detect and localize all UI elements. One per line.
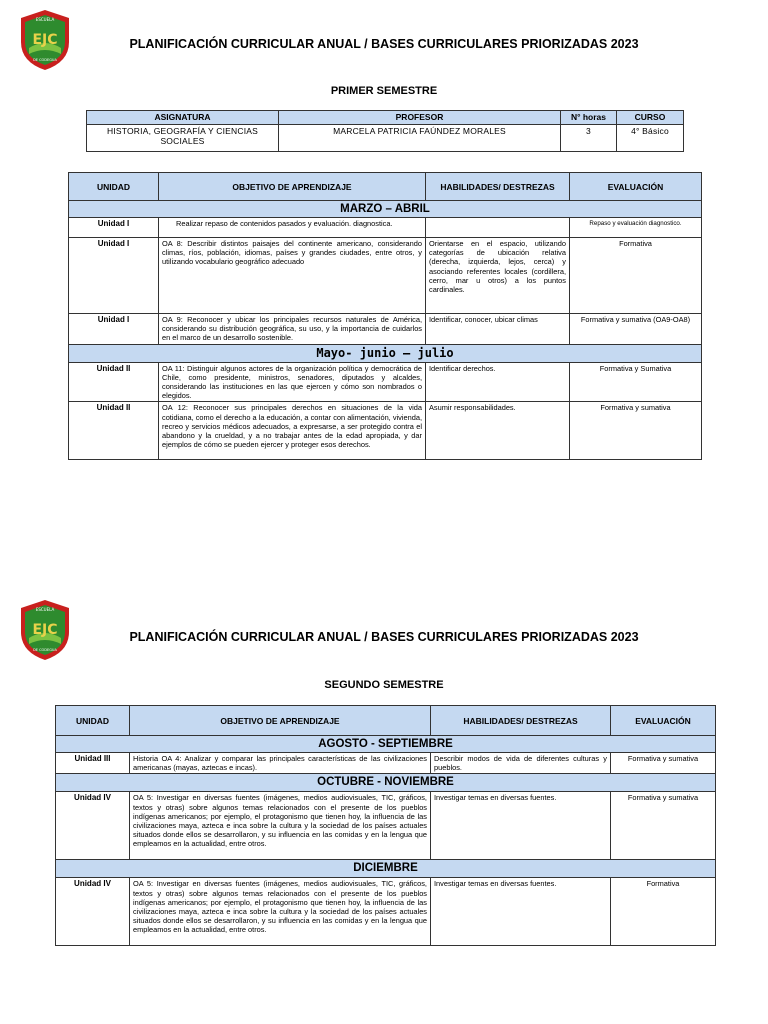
table-row [56, 878, 716, 946]
evaluation-cell: Formativa y sumativa [611, 792, 716, 860]
table-row [69, 238, 702, 314]
objective-cell: OA 5: Investigar en diversas fuentes (imágenes, medios audiovisuales, TIC, gráficos, textos y otras) sobre algunos temas relacionados con el presente de los pueblos indígenas americanos; por ejemplo, el protagonismo que tienen hoy, la influencia de las civilizaciones maya, azteca e inca sobre la cultura y la sociedad de los países actuales situados donde ellos se desarrollaron, y su influencia en las comidas y en la lengua que empleamos en la actualidad, entre otros. [130, 792, 431, 860]
logo-monogram: EJC [32, 32, 58, 48]
unit-cell: Unidad IV [56, 792, 130, 860]
second-semester-plan-table [55, 705, 716, 946]
logo-top-text: ESCUELA [35, 17, 55, 22]
evaluation-cell: Formativa y sumativa [570, 402, 702, 460]
unit-column-header: UNIDAD [56, 706, 130, 736]
skills-cell: Investigar temas en diversas fuentes. [431, 878, 611, 946]
month-header: OCTUBRE - NOVIEMBRE [56, 774, 716, 792]
evaluation-cell: Formativa y sumativa [611, 753, 716, 774]
hours-value: 3 [561, 125, 617, 152]
evaluation-column-header: EVALUACIÓN [570, 173, 702, 201]
skills-cell [426, 218, 570, 238]
table-row [69, 218, 702, 238]
evaluation-cell: Formativa y sumativa (OA9-OA8) [570, 314, 702, 345]
evaluation-cell: Formativa y Sumativa [570, 362, 702, 402]
unit-column-header: UNIDAD [69, 173, 159, 201]
objective-column-header: OBJETIVO DE APRENDIZAJE [130, 706, 431, 736]
semester-heading: SEGUNDO SEMESTRE [324, 679, 444, 691]
month-header: MARZO – ABRIL [69, 201, 702, 218]
table-row [69, 314, 702, 345]
table-row [56, 753, 716, 774]
logo-bottom-text: DE CODEGUA [33, 58, 57, 62]
evaluation-cell: Formativa [611, 878, 716, 946]
teacher-value: MARCELA PATRICIA FAÚNDEZ MORALES [279, 125, 561, 152]
logo-top-text: ESCUELA [35, 607, 55, 612]
objective-cell: OA 5: Investigar en diversas fuentes (imágenes, medios audiovisuales, TIC, gráficos, textos y otras) sobre algunos temas relacionados con el presente de los pueblos indígenas americanos; por ejemplo, el protagonismo que tienen hoy, la influencia de las civilizaciones maya, azteca e inca sobre la cultura y la sociedad de los países actuales situados donde ellos se desarrollaron, y su influencia en las comidas y en la lengua que empleamos en la actualidad, entre otros. [130, 878, 431, 946]
logo-bottom-text: DE CODEGUA [33, 648, 57, 652]
month-header: Mayo- junio – julio [69, 344, 702, 362]
skills-cell: Investigar temas en diversas fuentes. [431, 792, 611, 860]
page-second-semester [0, 512, 768, 1024]
unit-cell: Unidad III [56, 753, 130, 774]
objective-column-header: OBJETIVO DE APRENDIZAJE [159, 173, 426, 201]
skills-cell: Describir modos de vida de diferentes culturas y pueblos. [431, 753, 611, 774]
skills-cell: Orientarse en el espacio, utilizando categorías de ubicación relativa (derecha, izquierda, lejos, cerca) y asociando referentes locales (cordillera, cerro, mar u otros) a los puntos cardinales. [426, 238, 570, 314]
teacher-header: PROFESOR [279, 111, 561, 125]
unit-cell: Unidad I [69, 314, 159, 345]
course-header: CURSO [617, 111, 684, 125]
semester-heading: PRIMER SEMESTRE [330, 85, 438, 97]
unit-cell: Unidad IV [56, 878, 130, 946]
objective-cell: OA 9: Reconocer y ubicar los principales recursos naturales de América, considerando su distribución geográfica, su uso, y la importancia de cuidarlos en el marco de un desarrollo sostenible. [159, 314, 426, 345]
table-row [56, 792, 716, 860]
objective-cell: Historia OA 4: Analizar y comparar las principales características de las civilizaciones americanas (mayas, aztecas e incas). [130, 753, 431, 774]
skills-cell: Identificar, conocer, ubicar climas [426, 314, 570, 345]
skills-column-header: HABILIDADES/ DESTREZAS [426, 173, 570, 201]
subject-header: ASIGNATURA [87, 111, 279, 125]
evaluation-cell: Repaso y evaluación diagnostico. [570, 218, 702, 238]
objective-cell: OA 11: Distinguir algunos actores de la organización política y democrática de Chile, como presidente, ministros, senadores, diputados y alcaldes, considerando las instituciones en las que ejercen y cómo son nombrados o elegidos. [159, 362, 426, 402]
logo-monogram: EJC [32, 622, 58, 638]
objective-cell: Realizar repaso de contenidos pasados y evaluación. diagnostica. [159, 218, 426, 238]
objective-cell: OA 8: Describir distintos paisajes del continente americano, considerando climas, ríos, población, idiomas, países y grandes ciudades, entre otros, y utilizando vocabulario geográfico adecuado [159, 238, 426, 314]
month-header: DICIEMBRE [56, 860, 716, 878]
document-title: PLANIFICACIÓN CURRICULAR ANUAL / BASES CURRICULARES PRIORIZADAS 2023 [129, 37, 639, 51]
skills-cell: Asumir responsabilidades. [426, 402, 570, 460]
subject-value: HISTORIA, GEOGRAFÍA Y CIENCIAS SOCIALES [87, 125, 279, 152]
skills-column-header: HABILIDADES/ DESTREZAS [431, 706, 611, 736]
evaluation-cell: Formativa [570, 238, 702, 314]
first-semester-plan-table [68, 172, 702, 460]
course-info-table [86, 110, 684, 152]
document-title: PLANIFICACIÓN CURRICULAR ANUAL / BASES CURRICULARES PRIORIZADAS 2023 [129, 630, 639, 644]
evaluation-column-header: EVALUACIÓN [611, 706, 716, 736]
unit-cell: Unidad II [69, 362, 159, 402]
skills-cell: Identificar derechos. [426, 362, 570, 402]
unit-cell: Unidad II [69, 402, 159, 460]
month-header: AGOSTO - SEPTIEMBRE [56, 736, 716, 753]
course-value: 4° Básico [617, 125, 684, 152]
objective-cell: OA 12: Reconocer sus principales derechos en situaciones de la vida cotidiana, como el derecho a la educación, a contar con alimentación, vivienda, recreo y servicios médicos adecuados, a expresarse, a ser protegido contra el abandono y la crueldad, y a no trabajar antes de la edad apropiada, y dar ejemplos de cómo se pueden ejercer y proteger esos derechos. [159, 402, 426, 460]
unit-cell: Unidad I [69, 238, 159, 314]
hours-header: N° horas [561, 111, 617, 125]
table-row [69, 402, 702, 460]
unit-cell: Unidad I [69, 218, 159, 238]
table-row [69, 362, 702, 402]
